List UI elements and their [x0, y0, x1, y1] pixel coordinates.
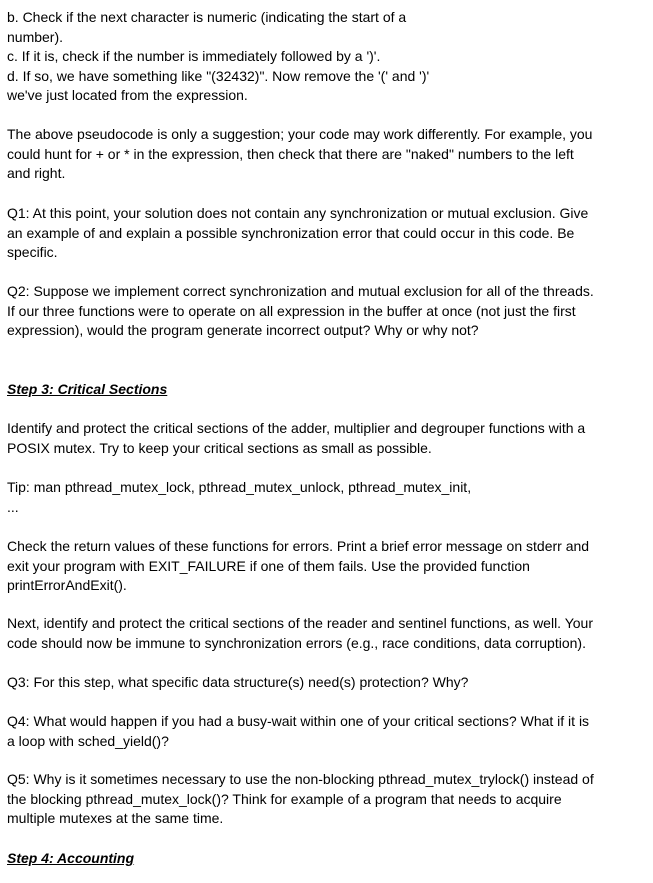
question-1: [7, 204, 588, 263]
text-line: POSIX mutex. Try to keep your critical sections as small as possible.: [7, 439, 432, 456]
text-line: The above pseudocode is only a suggestion; your code may work differently. For example, you: [7, 126, 593, 142]
tip-paragraph: [7, 478, 471, 517]
text-line: ...: [7, 498, 19, 515]
next-identify-paragraph: [7, 614, 593, 653]
question-3: [7, 673, 468, 693]
text-line: Q2: Suppose we implement correct synchronization and mutual exclusion for all of the threads.: [7, 283, 594, 299]
text-line: the blocking pthread_mutex_lock()? Think for example of a program that needs to acquire: [7, 790, 562, 807]
intro-paragraph: [7, 8, 429, 106]
text-line: Q3: For this step, what specific data structure(s) need(s) protection? Why?: [7, 674, 469, 690]
step-3-heading: Step 3: Critical Sections: [7, 381, 168, 397]
text-line: Tip: man pthread_mutex_lock, pthread_mutex_unlock, pthread_mutex_init,: [7, 479, 472, 495]
text-line: Next, identify and protect the critical sections of the reader and sentinel functions, as well. Your: [7, 615, 593, 631]
text-line: Check the return values of these functions for errors. Print a brief error message on stderr and: [7, 538, 590, 554]
text-line: Q4: What would happen if you had a busy-wait within one of your critical sections? What if it is: [7, 713, 590, 729]
text-line: specific.: [7, 244, 58, 260]
text-line: could hunt for + or * in the expression, then check that there are "naked" numbers to the left: [7, 145, 574, 162]
text-line: we've just located from the expression.: [7, 87, 248, 103]
text-line: multiple mutexes at the same time.: [7, 810, 224, 826]
text-line: a loop with sched_yield()?: [7, 732, 169, 749]
question-4: [7, 712, 589, 751]
text-line: If our three functions were to operate on all expression in the buffer at once (not just the first: [7, 302, 576, 319]
text-line: and right.: [7, 165, 66, 181]
text-line: d. If so, we have something like "(32432)". Now remove the '(' and ')': [7, 67, 430, 84]
text-line: c. If it is, check if the number is immediately followed by a ')'.: [7, 48, 381, 64]
text-line: Identify and protect the critical sections of the adder, multiplier and degrouper functions with a: [7, 420, 586, 436]
text-line: code should now be immune to synchronization errors (e.g., race conditions, data corruption).: [7, 634, 586, 651]
pseudocode-note-paragraph: [7, 125, 592, 184]
step-3-intro: [7, 419, 585, 458]
text-line: Q1: At this point, your solution does not contain any synchronization or mutual exclusion. Give: [7, 205, 589, 221]
text-line: exit your program with EXIT_FAILURE if one of them fails. Use the provided function: [7, 557, 530, 574]
question-2: [7, 282, 594, 341]
step-4-heading: Step 4: Accounting: [7, 850, 135, 866]
text-line: b. Check if the next character is numeric (indicating the start of a: [7, 9, 407, 25]
text-line: Q5: Why is it sometimes necessary to use the non-blocking pthread_mutex_trylock() instead of: [7, 771, 594, 787]
text-line: expression), would the program generate incorrect output? Why or why not?: [7, 322, 479, 338]
text-line: number).: [7, 28, 64, 45]
text-line: an example of and explain a possible synchronization error that could occur in this code. Be: [7, 224, 575, 241]
check-return-paragraph: [7, 537, 589, 596]
question-5: [7, 770, 594, 829]
text-line: printErrorAndExit().: [7, 577, 127, 593]
